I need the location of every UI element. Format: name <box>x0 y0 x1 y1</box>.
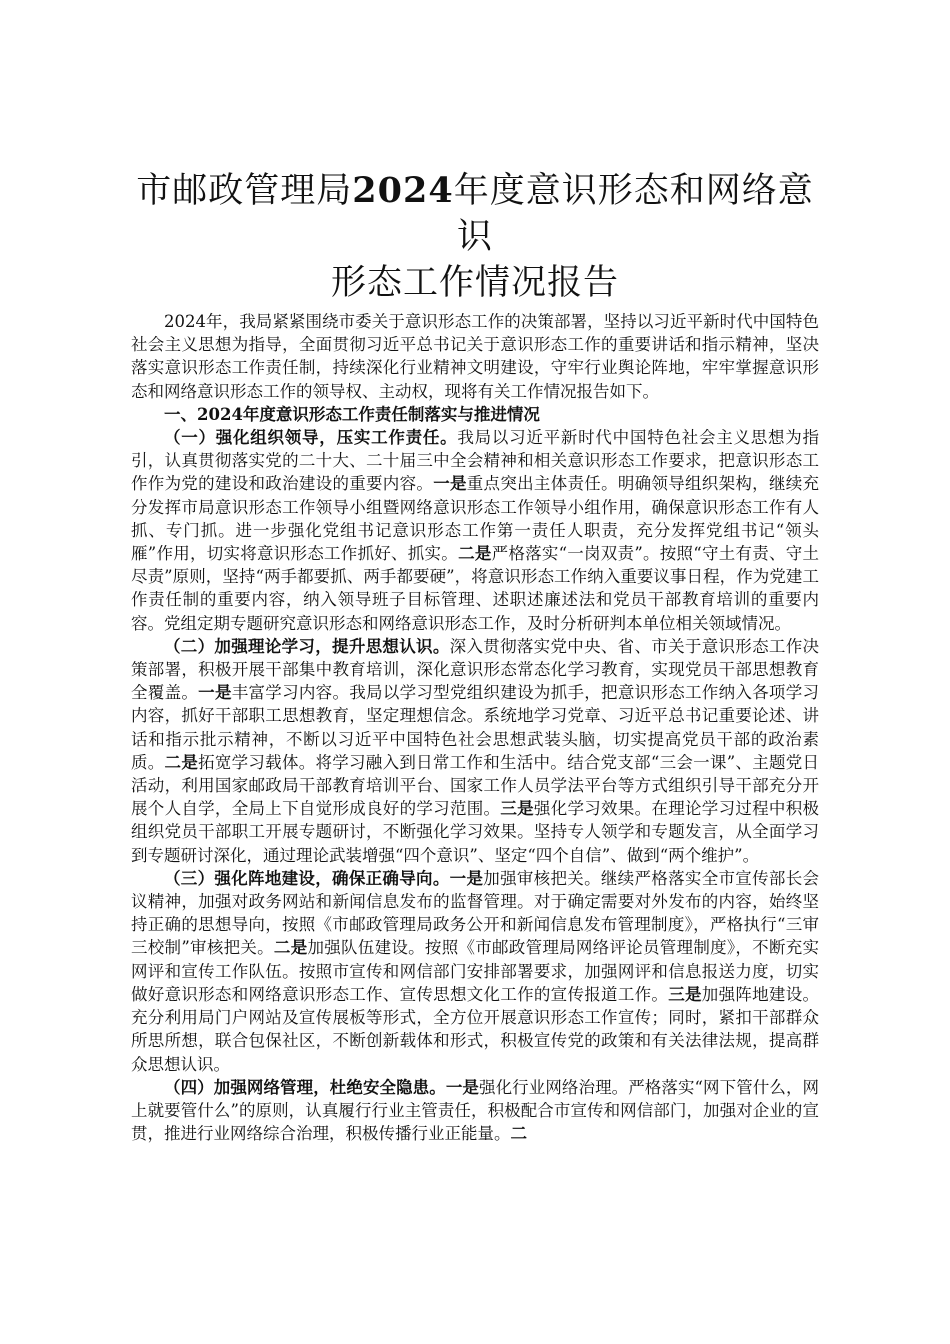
sub2-text1: 深入贯彻落实党中央、省、市关于意识形态工作决策部署，积极开展干部集中教育培训，深化意识形态常态化学习教育，实现党员干部思想教育全覆盖。 <box>131 636 820 703</box>
sub1-text3: 严格落实“一岗双责”。按照“守土有责、守土尽责”原则，坚持“两手都要抓、两手都要硬”，将意识形态工作纳入重要议事日程，作为党建工作责任制的重要内容，纳入领导班子目标管理、述职述廉述法和党员干部教育培训的重要内容。党组定期专题研究意识形态和网络意识形态工作，及时分析研判本单位相关领域情况。 <box>131 544 820 633</box>
title-line1-b: 年度意识形态和网络意识 <box>453 171 814 257</box>
sub3-title: （三）强化阵地建设，确保正确导向。 <box>164 868 450 888</box>
sub1-title: （一）强化组织领导，压实工作责任。 <box>164 428 458 448</box>
sub3-text3: 加强阵地建设。充分利用局门户网站及宣传展板等形式，全方位开展意识形态工作宣传；同时，紧扣干部群众所思所想，联合包保社区，不断创新载体和形式，积极宣传党的政策和有关法律法规，提高群众思想认识。 <box>131 984 820 1074</box>
sub4-key1: 一是 <box>445 1077 480 1097</box>
title-line1-a: 市邮政管理局 <box>136 171 353 211</box>
section1-heading: 一、2024年度意识形态工作责任制落实与推进情况 <box>164 404 540 424</box>
sub1-key1: 一是 <box>433 474 467 494</box>
title-year: 2024 <box>352 170 454 211</box>
sub3-text2: 加强队伍建设。按照《市邮政管理局网络评论员管理制度》，不断充实网评和宣传工作队伍。按照市宣传和网信部门安排部署要求，加强网评和信息报送力度，切实做好意识形态和网络意识形态工作、宣传思想文化工作的宣传报道工作。 <box>131 938 820 1004</box>
sub2-key2: 二是 <box>164 752 199 772</box>
sub2-paragraph <box>131 635 819 867</box>
document-page <box>131 168 819 1145</box>
title-line2: 形态工作情况报告 <box>330 263 619 303</box>
sub3-paragraph <box>131 867 819 1076</box>
sub3-key3: 三是 <box>668 984 702 1004</box>
sub4-text1: 强化行业网络治理。严格落实“网下管什么，网上就要管什么”的原则，认真履行行业主管责任，积极配合市宣传和网信部门，加强对企业的宣贯，推进行业网络综合治理，积极传播行业正能量。 <box>131 1077 820 1144</box>
sub4-title: （四）加强网络管理，杜绝安全隐患。 <box>164 1077 446 1097</box>
sub1-key2: 二是 <box>458 544 492 564</box>
sub2-text3: 拓宽学习载体。将学习融入到日常工作和生活中。结合党支部“三会一课”、主题党日活动，利用国家邮政局干部教育培训平台、国家工作人员学法平台等方式组织引导干部充分开展个人自学，全局上下自觉形成良好的学习范围。 <box>131 752 820 819</box>
sub4-paragraph <box>131 1076 819 1146</box>
sub2-text2: 丰富学习内容。我局以学习型党组织建设为抓手，把意识形态工作纳入各项学习内容，抓好干部职工思想教育，坚定理想信念。系统地学习党章、习近平总书记重要论述、讲话和指示批示精神，不断以习近平中国特色社会思想武装头脑，切实提高党员干部的政治素质。 <box>131 683 820 772</box>
sub2-title: （二）加强理论学习，提升思想认识。 <box>164 636 450 656</box>
sub3-key1: 一是 <box>449 868 484 888</box>
sub1-text2: 重点突出主体责任。明确领导组织架构，继续充分发挥市局意识形态工作领导小组暨网络意识形态工作领导小组作用，确保意识形态工作有人抓、专门抓。进一步强化党组书记意识形态工作第一责任人职责，充分发挥党组书记“领头雁”作用，切实将意识形态工作抓好、抓实。 <box>131 474 820 564</box>
sub3-text1: 加强审核把关。继续严格落实全市宣传部长会议精神，加强对政务网站和新闻信息发布的监督管理。对于确定需要对外发布的内容，始终坚持正确的思想导向，按照《市邮政管理局政务公开和新闻信息发布管理制度》，严格执行“三审三校制”审核把关。 <box>131 868 820 958</box>
sub1-paragraph <box>131 426 819 635</box>
intro-paragraph: 2024年，我局紧紧围绕市委关于意识形态工作的决策部署，坚持以习近平新时代中国特色社会主义思想为指导，全面贯彻习近平总书记关于意识形态工作的重要讲话和指示精神，坚决落实意识形态工作责任制，持续深化行业精神文明建设，守牢行业舆论阵地，牢牢掌握意识形态和网络意识形态工作的领导权、主动权，现将有关工作情况报告如下。 <box>131 312 819 401</box>
sub4-key2: 二 <box>510 1124 527 1144</box>
sub1-text1: 我局以习近平新时代中国特色社会主义思想为指引，认真贯彻落实党的二十大、二十届三中全会精神和相关意识形态工作要求，把意识形态工作作为党的建设和政治建设的重要内容。 <box>131 428 820 494</box>
document-title <box>131 168 819 306</box>
sub2-key3: 三是 <box>500 799 534 819</box>
sub3-key2: 二是 <box>273 938 308 958</box>
sub2-key1: 一是 <box>198 683 232 703</box>
sub2-text4: 强化学习效果。在理论学习过程中积极组织党员干部职工开展专题研讨，不断强化学习效果。坚持专人领学和专题发言，从全面学习到专题研讨深化，通过理论武装增强“四个意识”、坚定“四个自信”、做到“两个维护”。 <box>131 799 820 865</box>
